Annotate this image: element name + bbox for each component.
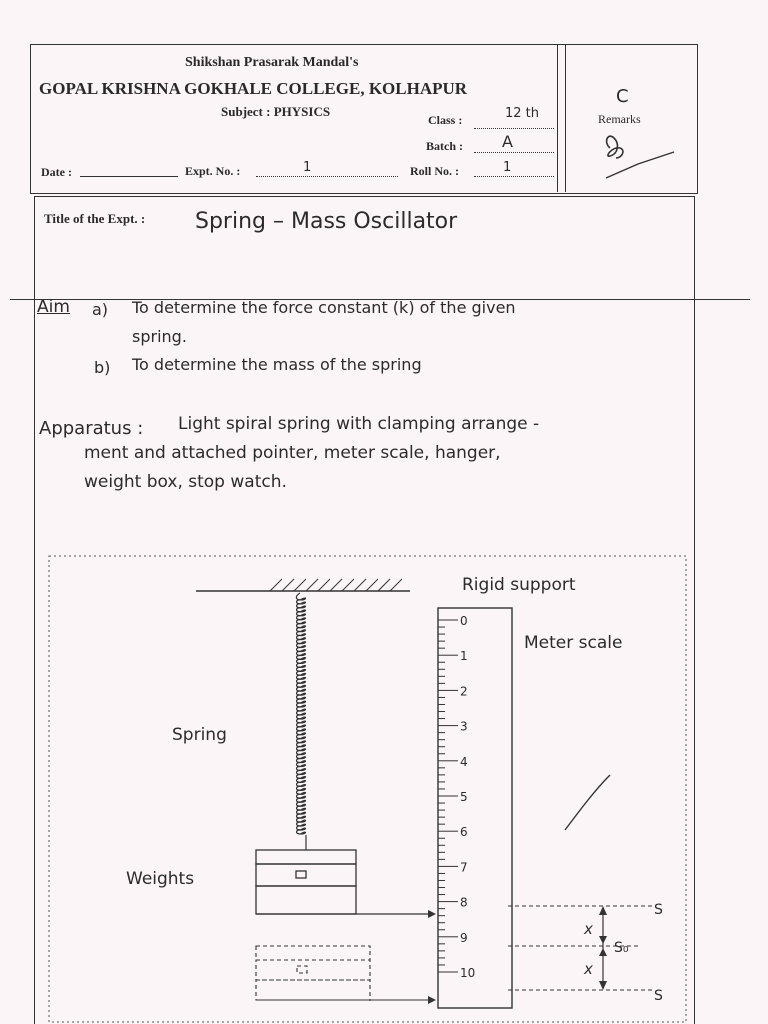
date-label: Date : xyxy=(41,165,72,179)
scale-tick-label: 9 xyxy=(460,930,468,945)
weights-stack xyxy=(256,850,356,914)
remarks-grade: C xyxy=(616,86,629,107)
spring-label: Spring xyxy=(172,725,227,745)
s-top-label: S xyxy=(654,902,663,918)
class-value: 12 th xyxy=(505,106,540,121)
scale-tick-label: 7 xyxy=(460,860,468,875)
scale-tick-label: 8 xyxy=(460,895,468,910)
remarks-label: Remarks xyxy=(598,112,641,126)
scale-tick-label: 4 xyxy=(460,754,468,769)
diagram-frame xyxy=(49,556,686,1022)
scale-tick-label: 5 xyxy=(460,790,468,804)
x-label-bottom: x xyxy=(584,960,593,978)
weights-label: Weights xyxy=(126,869,195,889)
scale-tick-label: 10 xyxy=(460,966,476,980)
aim-a-line2: spring. xyxy=(132,327,187,346)
roll-no-value: 1 xyxy=(503,160,512,175)
displacement-arrow-mid-up xyxy=(599,936,607,944)
support-hatching xyxy=(270,579,402,591)
batch-label: Batch : xyxy=(426,139,463,153)
s0-label: S₀ xyxy=(614,940,629,956)
title-label: Title of the Expt. : xyxy=(44,211,146,226)
college-name: GOPAL KRISHNA GOKHALE COLLEGE, KOLHAPUR xyxy=(39,79,468,98)
experiment-title: Spring – Mass Oscillator xyxy=(195,209,458,234)
pointer-lower-arrow xyxy=(428,996,436,1004)
displacement-arrow-mid-down xyxy=(599,948,607,956)
displacement-arrow-bottom xyxy=(599,981,607,990)
scale-tick-label: 6 xyxy=(460,825,468,840)
x-label-top: x xyxy=(584,920,593,938)
apparatus-line3: weight box, stop watch. xyxy=(84,472,287,492)
scale-tick-label: 2 xyxy=(460,684,468,699)
apparatus-line2: ment and attached pointer, meter scale, hanger, xyxy=(84,443,501,463)
scale-tick-label: 3 xyxy=(460,719,468,734)
s-bottom-label: S xyxy=(654,988,663,1004)
batch-value: A xyxy=(502,132,513,151)
stray-pen-stroke xyxy=(565,775,610,830)
weights-displaced xyxy=(256,946,370,1000)
meter-scale-body xyxy=(438,608,512,1008)
scale-tick-label: 1 xyxy=(460,649,468,664)
apparatus-line1: Light spiral spring with clamping arrange - xyxy=(178,414,540,434)
expt-no-value: 1 xyxy=(303,160,312,175)
scale-ticks xyxy=(438,620,452,972)
aim-label: Aim xyxy=(37,297,70,317)
aim-b-marker: b) xyxy=(94,358,111,377)
displacement-arrow-top xyxy=(599,906,607,915)
roll-no-label: Roll No. : xyxy=(410,164,459,178)
apparatus-label: Apparatus : xyxy=(39,418,144,439)
scale-labels xyxy=(452,614,475,980)
spring-coil xyxy=(296,593,305,834)
subject-label: Subject : PHYSICS xyxy=(221,104,331,119)
meter-scale-label: Meter scale xyxy=(524,633,623,653)
rigid-support-label: Rigid support xyxy=(462,575,576,595)
class-label: Class : xyxy=(428,113,463,127)
society-name: Shikshan Prasarak Mandal's xyxy=(185,55,359,70)
pointer-upper-arrow xyxy=(428,910,436,918)
scale-tick-label: 0 xyxy=(460,614,468,628)
aim-a-line1: To determine the force constant (k) of the given xyxy=(132,298,516,317)
expt-no-label: Expt. No. : xyxy=(185,164,241,178)
aim-a-marker: a) xyxy=(92,300,109,319)
aim-b-line: To determine the mass of the spring xyxy=(132,355,422,374)
